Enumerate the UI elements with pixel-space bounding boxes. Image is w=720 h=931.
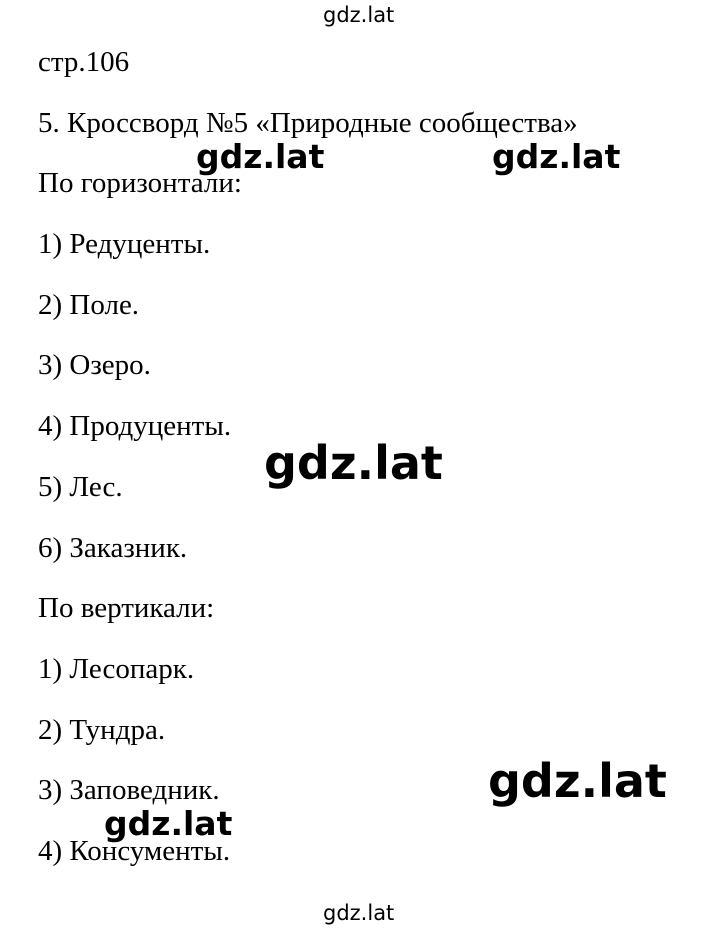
horizontal-answer-4: 4) Продуценты. [38, 410, 232, 442]
watermark-lower-left: gdz.lat [104, 804, 233, 843]
vertical-answer-1: 1) Лесопарк. [38, 653, 195, 685]
watermark-center: gdz.lat [264, 436, 443, 490]
vertical-answer-3: 3) Заповедник. [38, 774, 220, 806]
watermark-mid-right: gdz.lat [492, 137, 621, 176]
horizontal-answer-6: 6) Заказник. [38, 532, 188, 564]
horizontal-answer-5: 5) Лес. [38, 471, 123, 503]
vertical-answer-4: 4) Консументы. [38, 835, 231, 867]
watermark-mid-left: gdz.lat [196, 137, 325, 176]
watermark-bottom: gdz.lat [323, 901, 395, 925]
horizontal-answer-3: 3) Озеро. [38, 349, 151, 381]
watermark-lower-right: gdz.lat [488, 754, 667, 808]
vertical-answer-2: 2) Тундра. [38, 714, 166, 746]
horizontal-section-title: По горизонтали: [38, 167, 242, 199]
watermark-top: gdz.lat [323, 3, 395, 27]
horizontal-answer-2: 2) Поле. [38, 289, 140, 321]
crossword-heading: 5. Кроссворд №5 «Природные сообщества» [38, 107, 578, 139]
horizontal-answer-1: 1) Редуценты. [38, 228, 211, 260]
page-reference: стр.106 [38, 46, 130, 78]
vertical-section-title: По вертикали: [38, 592, 215, 624]
